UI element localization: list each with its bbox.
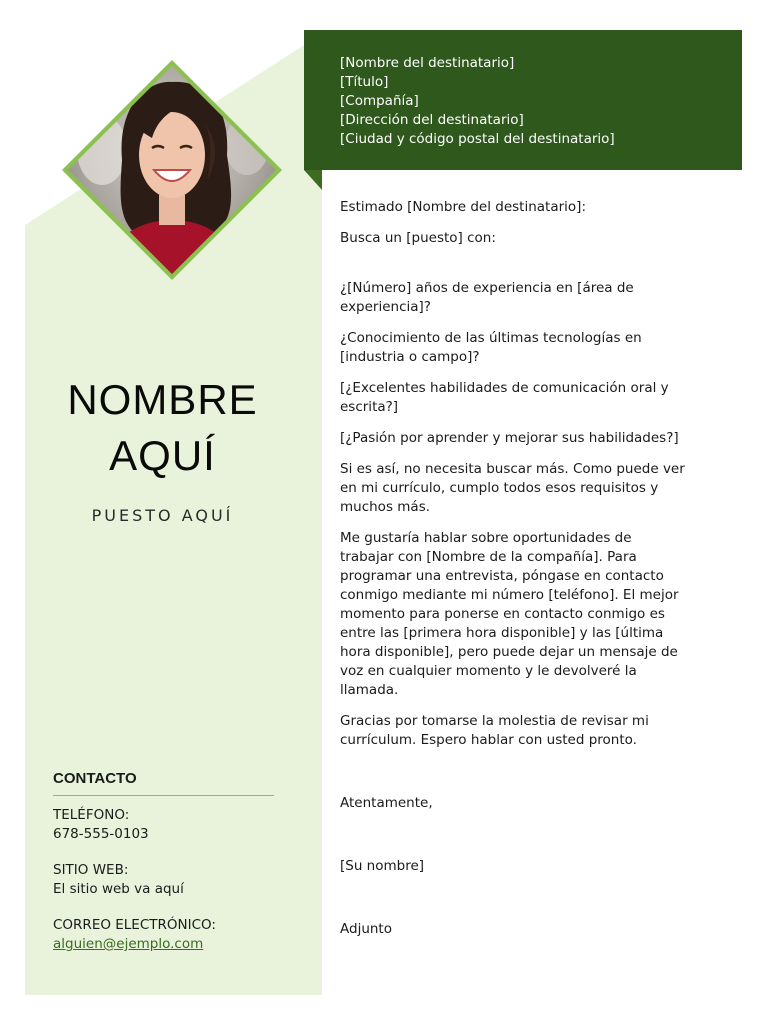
letter-question-4: [¿Pasión por aprender y mejorar sus habilidades?] [340, 430, 679, 446]
recipient-street: [Dirección del destinatario] [340, 112, 524, 128]
recipient-title: [Título] [340, 74, 389, 90]
letter-question-1: ¿[Número] años de experiencia en [área de experiencia]? [340, 280, 634, 315]
candidate-name-line1: NOMBRE [67, 376, 258, 423]
contact-phone [53, 806, 274, 844]
recipient-company: [Compañía] [340, 93, 419, 109]
recipient-address [340, 54, 615, 149]
letter-greeting: Estimado [Nombre del destinatario]: [340, 199, 586, 215]
letter-intro: Busca un [puesto] con: [340, 230, 496, 246]
recipient-city: [Ciudad y código postal del destinatario] [340, 131, 615, 147]
candidate-name-line2: AQUÍ [109, 432, 216, 479]
email-label: CORREO ELECTRÓNICO: [53, 917, 216, 933]
letter-paragraph-3: Gracias por tomarse la molestia de revisar mi currículum. Espero hablar con usted pronto. [340, 713, 649, 748]
letter-enclosure: Adjunto [340, 921, 392, 937]
letter-paragraph-1: Si es así, no necesita buscar más. Como puede ver en mi currículo, cumplo todos esos requisitos y muchos más. [340, 461, 685, 515]
contact-email [53, 916, 274, 954]
letter-question-3: [¿Excelentes habilidades de comunicación oral y escrita?] [340, 380, 669, 415]
candidate-name [25, 372, 300, 484]
contact-website [53, 861, 274, 899]
letter-question-2: ¿Conocimiento de las últimas tecnologías en [industria o campo]? [340, 330, 642, 365]
profile-photo [62, 60, 282, 280]
email-link[interactable]: alguien@ejemplo.com [53, 936, 204, 952]
job-title: PUESTO AQUÍ [91, 506, 234, 525]
letter-body [340, 198, 685, 939]
letter-paragraph-2: Me gustaría hablar sobre oportunidades de trabajar con [Nombre de la compañía]. Para programar una entrevista, póngase en contacto conmigo mediante mi número [teléfono]. El mejor momento para ponerse en contacto conmigo es entre las [primera hora disponible] y las [última hora disponible], pero puede dejar un mensaje de voz en cualquier momento y le devolveré la llamada. [340, 530, 679, 698]
recipient-name: [Nombre del destinatario] [340, 55, 515, 71]
website-label: SITIO WEB: [53, 862, 129, 878]
contact-heading: CONTACTO [53, 770, 274, 796]
website-value: El sitio web va aquí [53, 881, 184, 897]
letter-closing: Atentamente, [340, 795, 433, 811]
phone-label: TELÉFONO: [53, 807, 130, 823]
letter-signature: [Su nombre] [340, 858, 425, 874]
phone-value: 678-555-0103 [53, 826, 149, 842]
contact-section [53, 770, 274, 971]
